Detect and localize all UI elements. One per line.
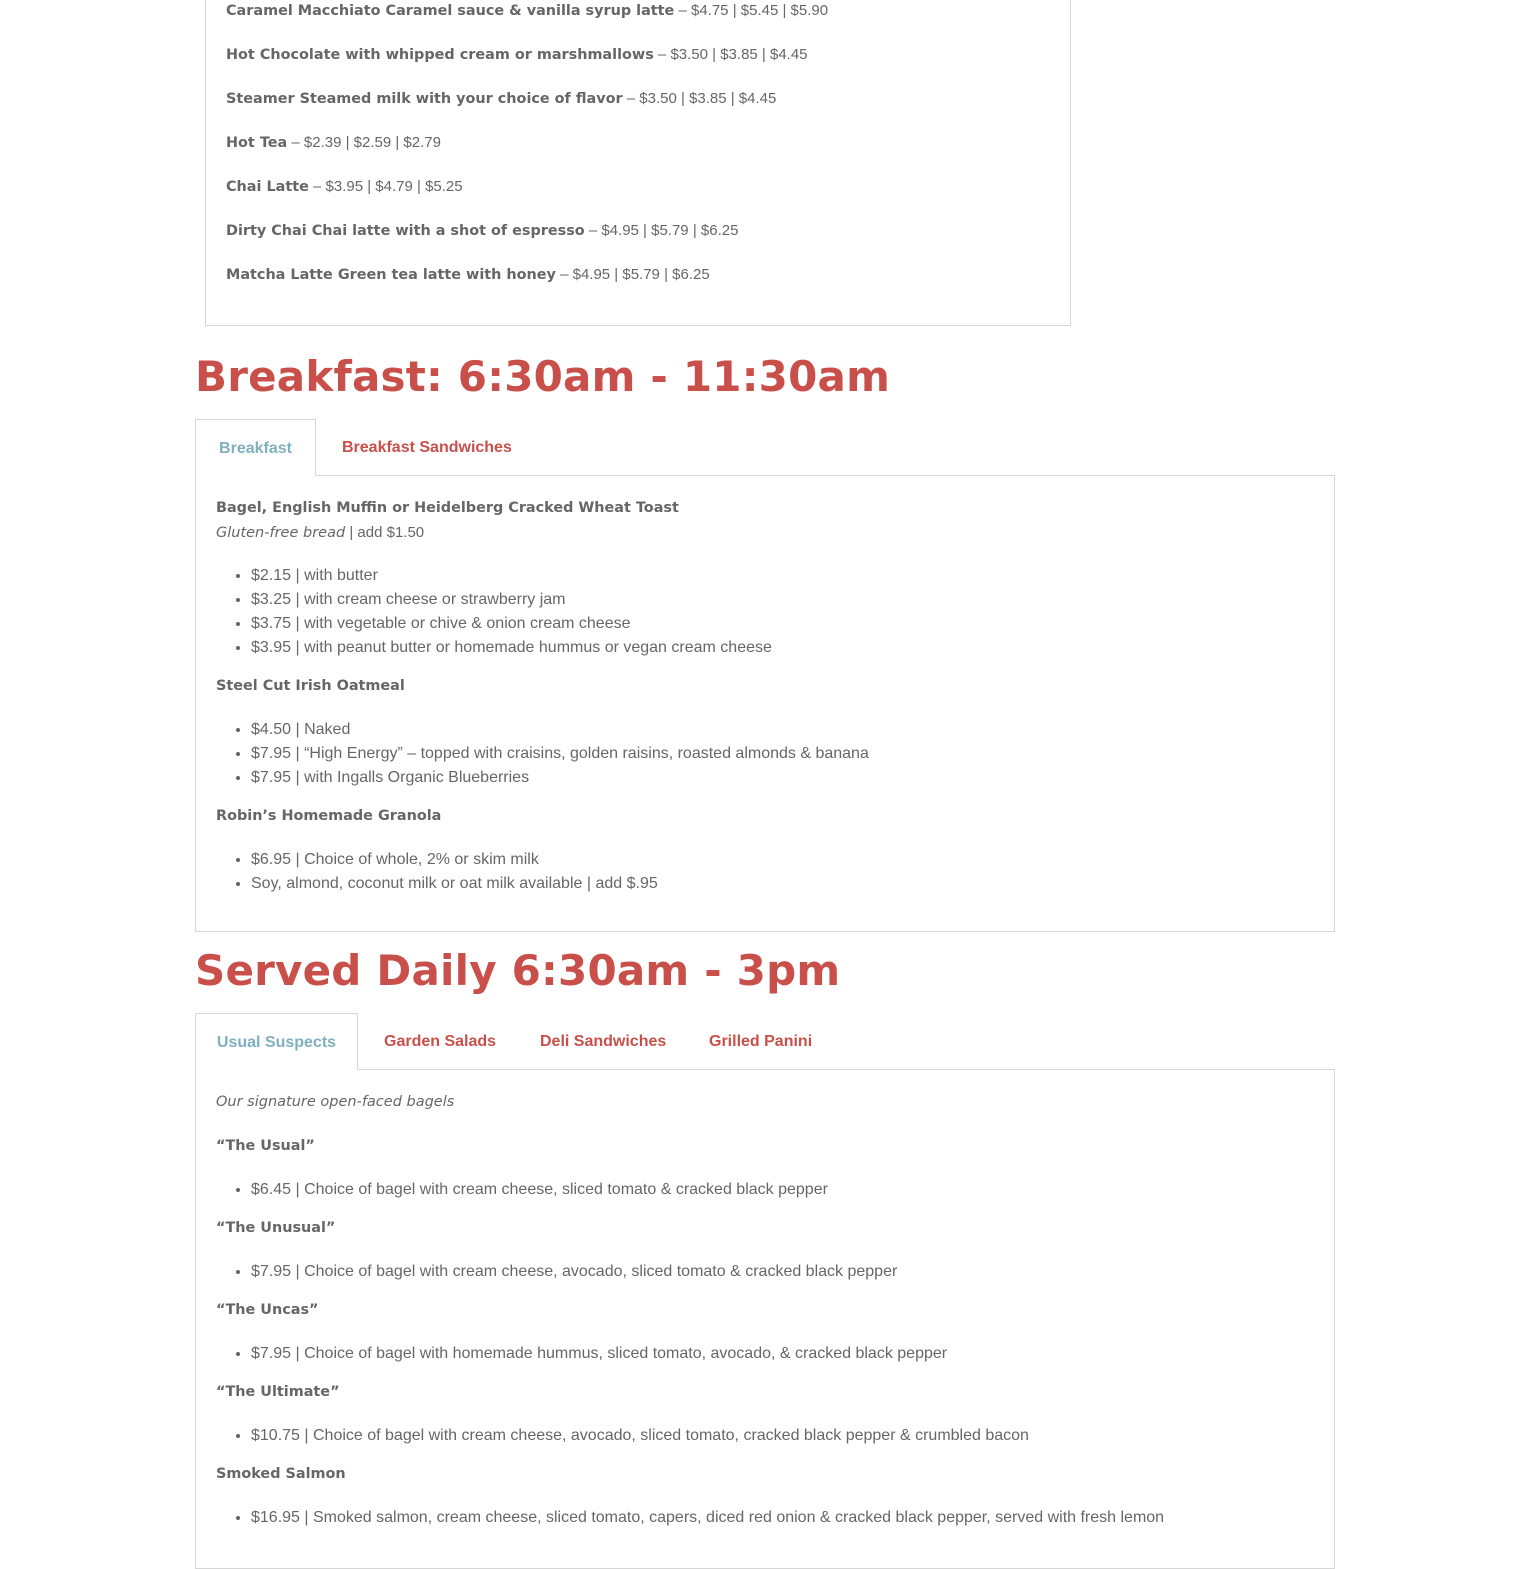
- drink-prices: – $3.95 | $4.79 | $5.25: [308, 178, 463, 195]
- unusual-title: “The Unusual”: [216, 1220, 336, 1236]
- drink-prices: – $2.39 | $2.59 | $2.79: [287, 134, 441, 151]
- bagel-title: Bagel, English Muffin or Heidelberg Cracked Wheat Toast: [216, 500, 679, 516]
- list-item: • $3.95 | with peanut butter or homemade hummus or vegan cream cheese: [251, 636, 772, 660]
- tab-breakfast[interactable]: Breakfast: [195, 419, 316, 476]
- tab-deli-sandwiches[interactable]: Deli Sandwiches: [540, 1033, 667, 1050]
- drink-name: Dirty Chai Chai latte with a shot of espresso: [226, 223, 585, 239]
- drink-prices: – $4.95 | $5.79 | $6.25: [555, 266, 710, 283]
- usual-options: [216, 1178, 828, 1202]
- drink-prices: – $3.50 | $3.85 | $4.45: [622, 90, 777, 107]
- tab-usual-suspects[interactable]: Usual Suspects: [195, 1013, 358, 1070]
- gluten-free-note: [216, 524, 424, 541]
- list-item: • $7.95 | Choice of bagel with cream cheese, avocado, sliced tomato & cracked black pepper: [251, 1260, 897, 1284]
- tab-grilled-panini[interactable]: Grilled Panini: [709, 1033, 813, 1050]
- oatmeal-title: Steel Cut Irish Oatmeal: [216, 678, 405, 694]
- uncas-title: “The Uncas”: [216, 1302, 319, 1318]
- unusual-options: [216, 1260, 897, 1284]
- bagel-options: [216, 564, 772, 660]
- ultimate-options: [216, 1424, 1029, 1448]
- drink-item: [226, 178, 463, 195]
- drink-item: [226, 2, 828, 19]
- smoked-salmon-title: Smoked Salmon: [216, 1466, 346, 1482]
- gluten-free-price: | add $1.50: [345, 524, 425, 541]
- list-item: • $2.15 | with butter: [251, 564, 772, 588]
- list-item: • $7.95 | Choice of bagel with homemade hummus, sliced tomato, avocado, & cracked black pepper: [251, 1342, 947, 1366]
- list-item: • $16.95 | Smoked salmon, cream cheese, sliced tomato, capers, diced red onion & cracked black pepper, served with fresh lemon: [251, 1506, 1164, 1530]
- list-item: • $7.95 | “High Energy” – topped with craisins, golden raisins, roasted almonds & banana: [251, 742, 869, 766]
- drink-name: Caramel Macchiato Caramel sauce & vanilla syrup latte: [226, 3, 675, 19]
- drink-item: [226, 46, 808, 63]
- drink-item: [226, 222, 738, 239]
- list-item: • Soy, almond, coconut milk or oat milk available | add $.95: [251, 872, 658, 896]
- drink-item: [226, 266, 710, 283]
- drink-item: [226, 90, 776, 107]
- daily-panel: [195, 1069, 1335, 1569]
- drink-prices: – $4.95 | $5.79 | $6.25: [584, 222, 739, 239]
- daily-heading: Served Daily 6:30am - 3pm: [195, 946, 841, 995]
- breakfast-heading: Breakfast: 6:30am - 11:30am: [195, 352, 891, 401]
- ultimate-title: “The Ultimate”: [216, 1384, 340, 1400]
- drink-name: Steamer Steamed milk with your choice of flavor: [226, 91, 623, 107]
- list-item: • $6.95 | Choice of whole, 2% or skim milk: [251, 848, 658, 872]
- granola-options: [216, 848, 658, 896]
- drink-prices: – $4.75 | $5.45 | $5.90: [674, 2, 829, 19]
- list-item: • $3.75 | with vegetable or chive & onion cream cheese: [251, 612, 772, 636]
- gluten-free-label: Gluten-free bread: [216, 525, 346, 541]
- drink-name: Hot Tea: [226, 135, 288, 151]
- list-item: • $10.75 | Choice of bagel with cream cheese, avocado, sliced tomato, cracked black pepper & crumbled bacon: [251, 1424, 1029, 1448]
- smoked-salmon-options: [216, 1506, 1164, 1530]
- usual-title: “The Usual”: [216, 1138, 315, 1154]
- uncas-options: [216, 1342, 947, 1366]
- drink-name: Chai Latte: [226, 179, 309, 195]
- granola-title: Robin’s Homemade Granola: [216, 808, 442, 824]
- list-item: • $4.50 | Naked: [251, 718, 869, 742]
- drink-prices: – $3.50 | $3.85 | $4.45: [653, 46, 808, 63]
- list-item: • $6.45 | Choice of bagel with cream cheese, sliced tomato & cracked black pepper: [251, 1178, 828, 1202]
- drink-item: [226, 134, 441, 151]
- list-item: • $3.25 | with cream cheese or strawberry jam: [251, 588, 772, 612]
- drink-name: Matcha Latte Green tea latte with honey: [226, 267, 556, 283]
- tab-breakfast-sandwiches[interactable]: Breakfast Sandwiches: [342, 439, 512, 456]
- drink-name: Hot Chocolate with whipped cream or marshmallows: [226, 47, 654, 63]
- daily-intro: Our signature open-faced bagels: [216, 1094, 455, 1110]
- list-item: • $7.95 | with Ingalls Organic Blueberries: [251, 766, 869, 790]
- oatmeal-options: [216, 718, 869, 790]
- tab-garden-salads[interactable]: Garden Salads: [384, 1033, 497, 1050]
